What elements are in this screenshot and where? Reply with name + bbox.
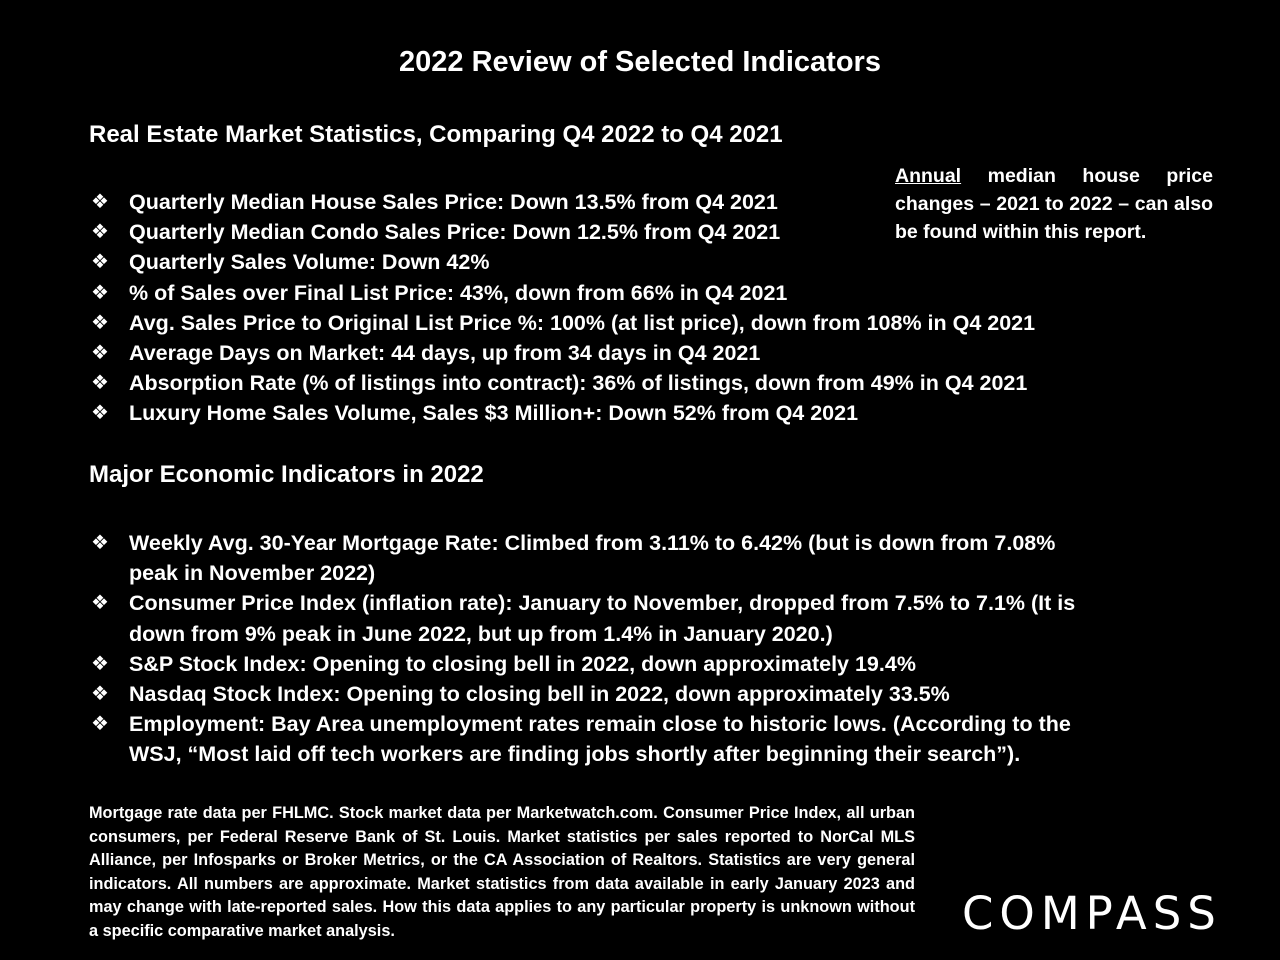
list-item-text: Luxury Home Sales Volume, Sales $3 Million+: Down 52% from Q4 2021 bbox=[129, 401, 859, 426]
list-item bbox=[89, 368, 1035, 398]
diamond-bullet-icon: ❖ bbox=[91, 251, 109, 274]
list-item bbox=[89, 649, 1089, 679]
diamond-bullet-icon: ❖ bbox=[91, 652, 109, 675]
footnote: Mortgage rate data per FHLMC. Stock market data per Marketwatch.com. Consumer Price Index, all urban consumers, per Federal Reserve Bank of St. Louis. Market statistics per sales reported to NorCal MLS Alliance, per Infosparks or Broker Metrics, or the CA Association of Realtors. Statistics are very general indicators. All numbers are approximate. Market statistics from data available in early January 2023 and may change with late-reported sales. How this data applies to any particular property is unknown without a specific comparative market analysis. bbox=[89, 804, 915, 940]
list-item-text: Quarterly Median Condo Sales Price: Down 12.5% from Q4 2021 bbox=[129, 220, 781, 245]
list-item-text: Absorption Rate (% of listings into contract): 36% of listings, down from 49% in Q4 2021 bbox=[129, 371, 1028, 396]
list-item bbox=[89, 308, 1035, 338]
diamond-bullet-icon: ❖ bbox=[91, 683, 109, 706]
list-item bbox=[89, 588, 1089, 648]
list-item-text: % of Sales over Final List Price: 43%, down from 66% in Q4 2021 bbox=[129, 280, 788, 305]
list-item bbox=[89, 338, 1035, 368]
economic-heading: Major Economic Indicators in 2022 bbox=[89, 461, 484, 488]
list-item-text: Quarterly Sales Volume: Down 42% bbox=[129, 250, 490, 275]
list-item-text: Consumer Price Index (inflation rate): January to November, dropped from 7.5% to 7.1% (It is down from 9% peak in June 2022, but up from 1.4% in January 2020.) bbox=[129, 591, 1076, 646]
list-item-text: S&P Stock Index: Opening to closing bell in 2022, down approximately 19.4% bbox=[129, 651, 916, 676]
diamond-bullet-icon: ❖ bbox=[91, 592, 109, 615]
real-estate-heading: Real Estate Market Statistics, Comparing Q4 2022 to Q4 2021 bbox=[89, 121, 783, 148]
diamond-bullet-icon: ❖ bbox=[91, 342, 109, 365]
page-title: 2022 Review of Selected Indicators bbox=[399, 46, 881, 78]
list-item-text: Nasdaq Stock Index: Opening to closing bell in 2022, down approximately 33.5% bbox=[129, 682, 950, 707]
diamond-bullet-icon: ❖ bbox=[91, 311, 109, 334]
real-estate-list bbox=[89, 187, 1035, 429]
list-item bbox=[89, 398, 1035, 428]
diamond-bullet-icon: ❖ bbox=[91, 281, 109, 304]
diamond-bullet-icon: ❖ bbox=[91, 221, 109, 244]
list-item-text: Average Days on Market: 44 days, up from 34 days in Q4 2021 bbox=[129, 341, 761, 366]
diamond-bullet-icon: ❖ bbox=[91, 713, 109, 736]
annual-note-text: median house price changes – 2021 to 2022 – can also be found within this report. bbox=[895, 165, 1213, 243]
list-item-text: Avg. Sales Price to Original List Price %: 100% (at list price), down from 108% in Q4 2021 bbox=[129, 310, 1036, 335]
list-item bbox=[89, 679, 1089, 709]
list-item bbox=[89, 187, 1035, 217]
list-item bbox=[89, 217, 1035, 247]
diamond-bullet-icon: ❖ bbox=[91, 402, 109, 425]
list-item-text: Employment: Bay Area unemployment rates remain close to historic lows. (According to the WSJ, “Most laid off tech workers are finding jobs shortly after beginning their search”). bbox=[129, 712, 1071, 767]
annual-underlined-word: Annual bbox=[895, 165, 962, 187]
economic-list bbox=[89, 528, 1089, 770]
list-item bbox=[89, 528, 1089, 588]
diamond-bullet-icon: ❖ bbox=[91, 372, 109, 395]
compass-logo: COMPASS bbox=[962, 886, 1222, 940]
list-item bbox=[89, 247, 1035, 277]
list-item-text: Weekly Avg. 30-Year Mortgage Rate: Climbed from 3.11% to 6.42% (but is down from 7.08% peak in November 2022) bbox=[129, 531, 1056, 586]
diamond-bullet-icon: ❖ bbox=[91, 532, 109, 554]
list-item bbox=[89, 278, 1035, 308]
diamond-bullet-icon: ❖ bbox=[91, 191, 109, 213]
list-item bbox=[89, 709, 1089, 769]
list-item-text: Quarterly Median House Sales Price: Down 13.5% from Q4 2021 bbox=[129, 190, 778, 214]
